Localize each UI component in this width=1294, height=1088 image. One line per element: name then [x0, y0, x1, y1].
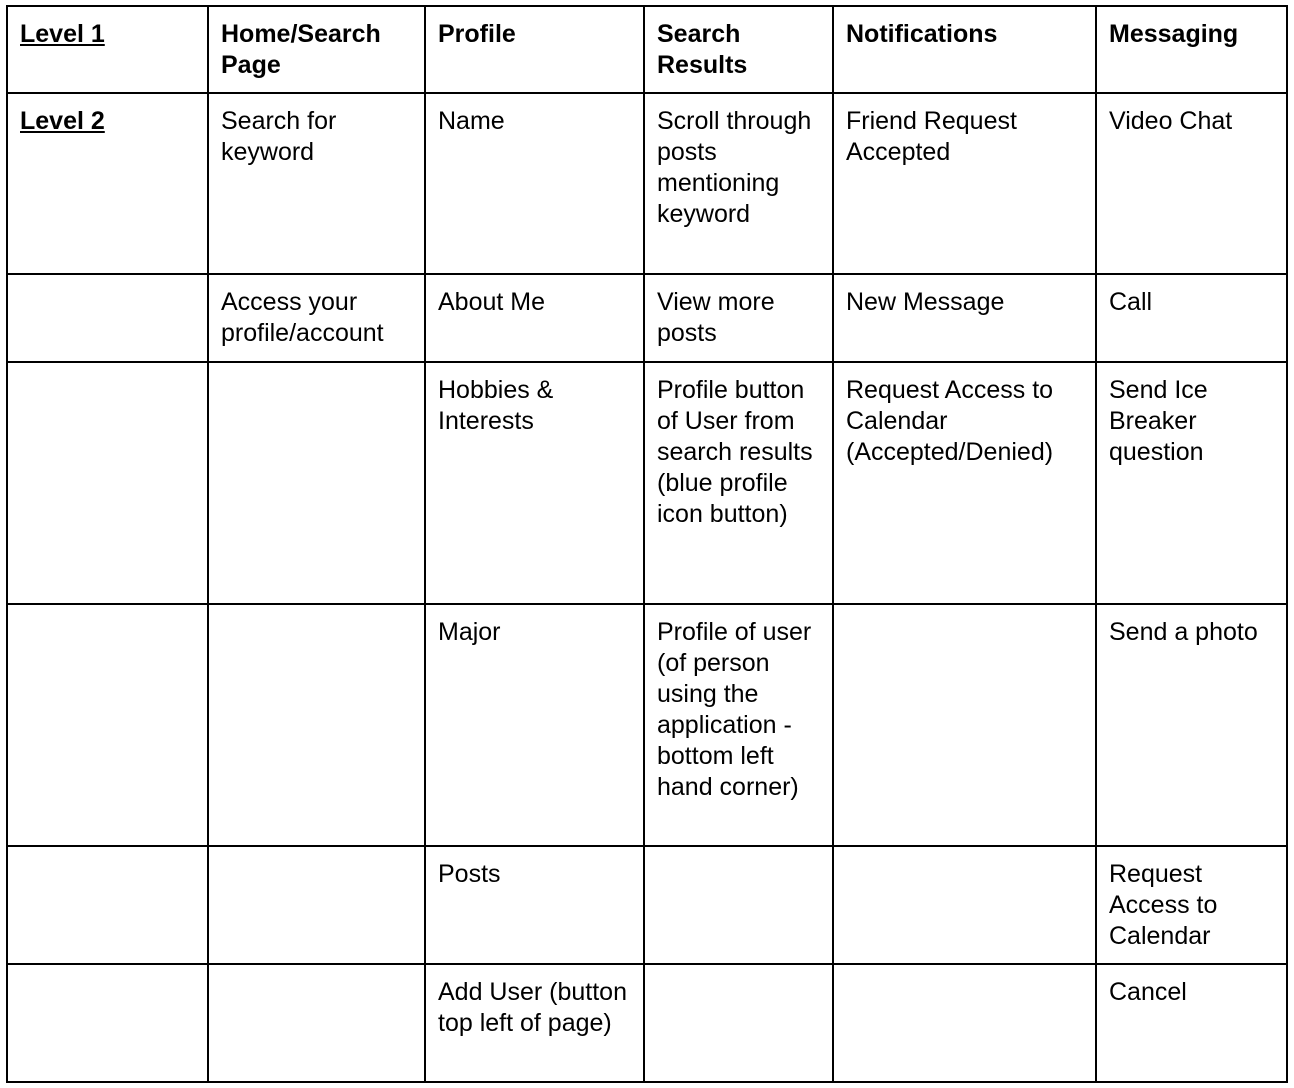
table-cell: Send a photo	[1096, 604, 1287, 846]
table-row	[7, 274, 1287, 362]
header-row	[7, 6, 1287, 93]
table-cell	[208, 362, 425, 604]
table-cell: Cancel	[1096, 964, 1287, 1082]
table-cell: Scroll through posts mentioning keyword	[644, 93, 833, 274]
table-cell: Hobbies & Interests	[425, 362, 644, 604]
table-cell: View more posts	[644, 274, 833, 362]
table-cell: About Me	[425, 274, 644, 362]
table-cell: Posts	[425, 846, 644, 964]
table-cell: Video Chat	[1096, 93, 1287, 274]
table-cell: Name	[425, 93, 644, 274]
table-cell	[208, 604, 425, 846]
navigation-levels-table	[6, 5, 1288, 1083]
table-cell	[208, 964, 425, 1082]
table-cell: Friend Request Accepted	[833, 93, 1096, 274]
table-cell: Major	[425, 604, 644, 846]
table-row	[7, 93, 1287, 274]
table-cell	[833, 964, 1096, 1082]
table-cell: Request Access to Calendar (Accepted/Denied)	[833, 362, 1096, 604]
empty-cell	[7, 604, 208, 846]
level-1-label: Level 1	[20, 20, 105, 48]
level-1-label-cell	[7, 6, 208, 93]
table-row	[7, 362, 1287, 604]
table-cell: Request Access to Calendar	[1096, 846, 1287, 964]
header-profile: Profile	[425, 6, 644, 93]
level-2-label: Level 2	[20, 107, 105, 135]
table-row	[7, 604, 1287, 846]
table-cell: Call	[1096, 274, 1287, 362]
header-notifications: Notifications	[833, 6, 1096, 93]
table-cell	[833, 846, 1096, 964]
header-search-results: Search Results	[644, 6, 833, 93]
table-cell	[644, 964, 833, 1082]
empty-cell	[7, 362, 208, 604]
level-2-label-cell	[7, 93, 208, 274]
empty-cell	[7, 964, 208, 1082]
empty-cell	[7, 846, 208, 964]
table-cell	[644, 846, 833, 964]
table-cell: Send Ice Breaker question	[1096, 362, 1287, 604]
table-cell	[833, 604, 1096, 846]
table-row	[7, 846, 1287, 964]
table-cell: Profile of user (of person using the application - bottom left hand corner)	[644, 604, 833, 846]
table-cell: Access your profile/account	[208, 274, 425, 362]
table-cell	[208, 846, 425, 964]
table-cell: Add User (button top left of page)	[425, 964, 644, 1082]
header-home-search-page: Home/Search Page	[208, 6, 425, 93]
table-cell: Search for keyword	[208, 93, 425, 274]
table-row	[7, 964, 1287, 1082]
table-cell: New Message	[833, 274, 1096, 362]
table-cell: Profile button of User from search results (blue profile icon button)	[644, 362, 833, 604]
header-messaging: Messaging	[1096, 6, 1287, 93]
empty-cell	[7, 274, 208, 362]
